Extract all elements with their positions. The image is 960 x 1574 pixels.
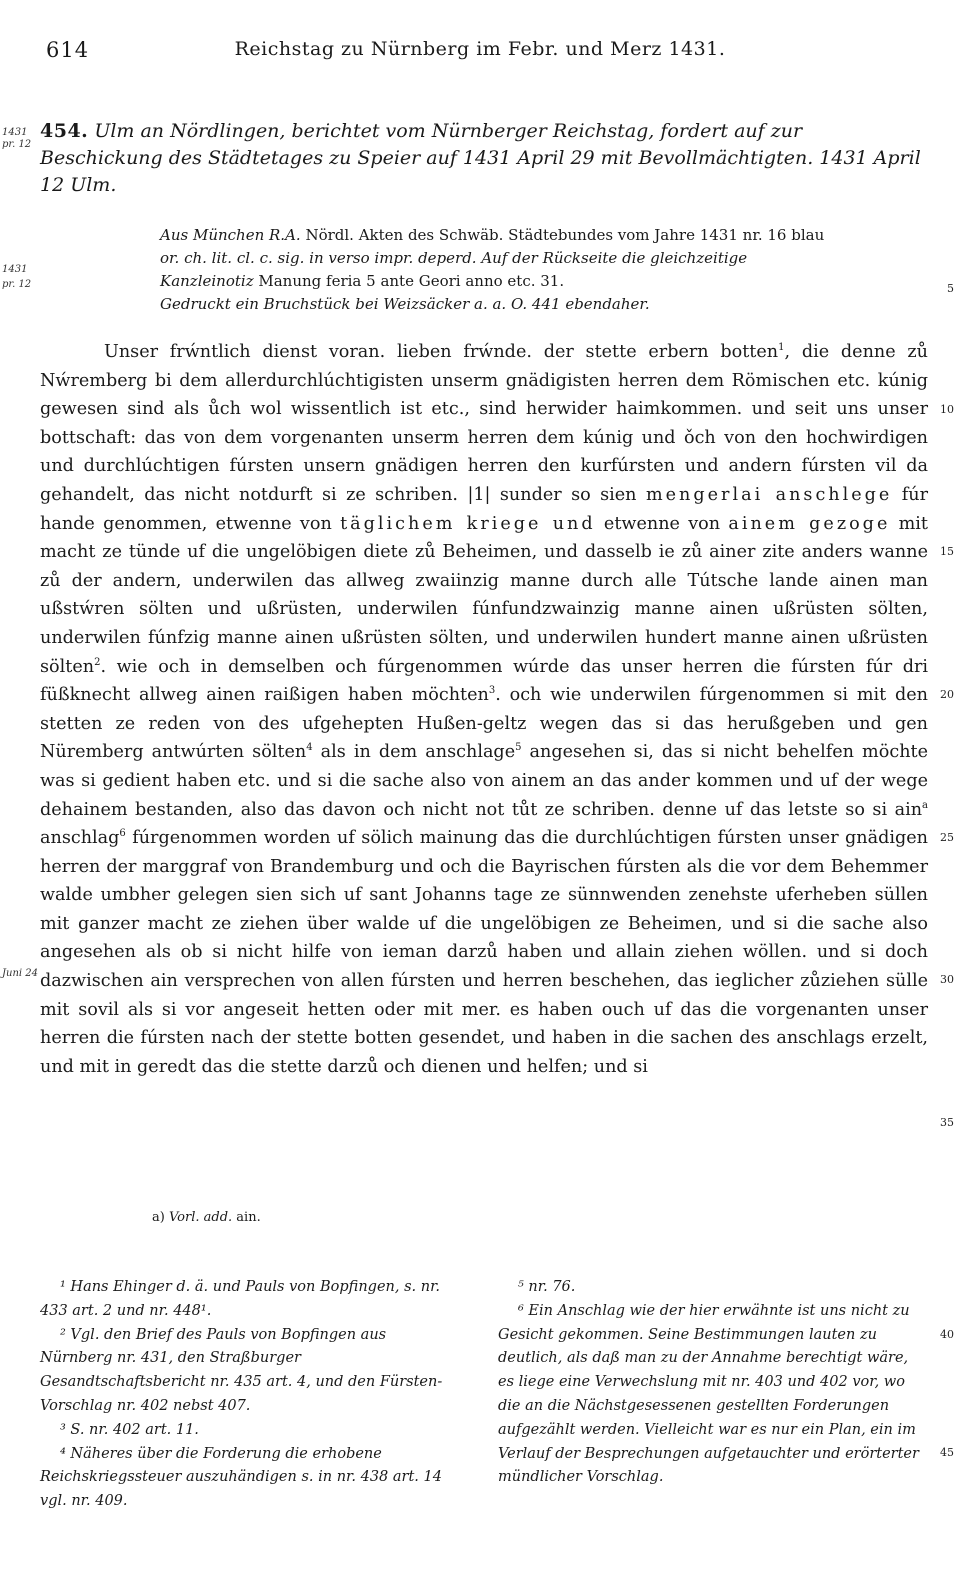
footnotes-right: [498, 1276, 928, 1490]
page-header: [40, 38, 920, 66]
letter-body: [40, 338, 928, 1081]
critical-apparatus: a) Vorl. add. ain.: [152, 1210, 261, 1225]
footnote-ref: 1: [778, 342, 785, 354]
line-number: 25: [940, 831, 954, 844]
footnote-ref: 6: [119, 828, 126, 840]
footnote: ¹ Hans Ehinger d. ä. und Pauls von Bopfingen, s. nr. 433 art. 2 und nr. 448¹.: [40, 1279, 441, 1319]
critical-ref: a: [922, 799, 928, 811]
line-number: 10: [940, 403, 954, 416]
footnote: ⁴ Näheres über die Forderung die erhobene Reichskriegssteuer auszuhändigen s. in nr. 438 art. 14 vgl. nr. 409.: [40, 1445, 442, 1510]
source-description: or. ch. lit. cl. c. sig. in verso impr. deperd. Auf der Rückseite die gleichzeitige: [160, 249, 748, 267]
margin-date: pr. 12: [2, 279, 32, 290]
paragraph: Unser frẃntlich dienst voran. lieben frẃnde. der stette erbern botten$^1$, die denne zů Nẃremberg bi dem allerdurchlúchtigisten unserm gnädigisten herren dem Römischen etc. kúnig gewesen sind als ůch wol wissentlich ist etc., sind herwider haimkommen. und seit uns unser bottschaft: das von dem vorgenanten unserm herren dem kúnig und ǒch von den hochwirdigen und durchlúchtigen fúrsten unsern gnädigen herren den kurfúrsten und andern fúrsten vil da gehandelt, das nicht notdurft si ze schriben. |1| sunder so sien mengerlai anschlege fúr hande genommen, etwenne von täglichem kriege und etwenne von ainem gezoge mit macht ze tünde uf die ungelöbigen diete zů Beheimen, und dasselb ie zů ainer zite anders wanne zů der andern, underwilen das allweg zwaiinzig manne durch alle Tútsche lande ainen man ußstẃren sölten und ußrüsten, underwilen fúnfundzwainzig manne ainen ußrüsten sölten, underwilen fúnfzig manne ainen ußrüsten sölten, und underwilen hundert manne ainen ußrüsten sölten$^2$. wie och in demselben och fúrgenommen wúrde das unser herren die fúrsten fúr dri füßknecht allweg ainen raißigen haben möchten$^3$. och wie underwilen fúrgenommen si mit den stetten ze reden von des ufgehepten Hußen-geltz wegen das si das herußgeben und gen Nüremberg antwúrten sölten$^4$ als in dem anschlage$^5$ angesehen si, das si nicht behelfen möchte was si gedient haben etc. und si die sache also von ainem an das ander kommen und uf der wege dehainem bestanden, also das davon och nicht not tůt ze schriben. denne uf das letste so si ain$^a$ anschlag$^6$ fúrgenommen worden uf sölich mainung das die durchlúchtigen fúrsten unser gnädigen herren der marggraf von Brandemburg und och die Bayrischen fúrsten als die vor dem Behemmer walde umbher gelegen sien sich uf sant Johanns tage ze sünnwenden zenehste uferheben süllen mit ganzer macht ze ziehen über walde uf die ungelöbigen ze Beheimen, und si die sache also angesehen als ob si nicht hilfe von ieman darzů haben und allain ziehen wöllen. und si doch dazwischen ain versprechen von allen fúrsten und herren beschehen, das ieglicher zůziehen sülle mit sovil als si vor angeseit hetten oder mit mer. es haben ouch uf das die vorgenanten unser herren die fúrsten nach der stette botten gesendet, und haben in die sachen des anschlags erzelt, und mit in geredt das die stette darzů och dienen und helfen; und si: [40, 342, 929, 1077]
document-heading: [40, 118, 930, 199]
line-number: 45: [940, 1446, 954, 1459]
source-notiz-label: Kanzleinotiz: [160, 272, 254, 290]
line-number: 35: [940, 1116, 954, 1129]
source-print-note: Gedruckt ein Bruchstück bei Weizsäcker a. a. O. 441 ebendaher.: [160, 295, 650, 313]
footnote: ³ S. nr. 402 art. 11.: [60, 1421, 199, 1438]
footnote: ² Vgl. den Brief des Pauls von Bopfingen aus Nürnberg nr. 431, den Straßburger Gesandtschaftsbericht nr. 435 art. 4, und den Fürsten-Vorschlag nr. 402 nebst 407.: [40, 1326, 443, 1414]
source-notiz-text: Manung feria 5 ante Geori anno etc. 31.: [253, 272, 565, 290]
running-title: Reichstag zu Nürnberg im Febr. und Merz 1431.: [234, 38, 726, 60]
spaced-text: mengerlai anschlege: [645, 484, 893, 505]
line-number: 20: [940, 688, 954, 701]
source-archive: Aus München R.A.: [160, 226, 301, 244]
line-number: 40: [940, 1328, 954, 1341]
spaced-text: ainem gezoge: [728, 513, 891, 534]
page-number: 614: [46, 38, 90, 62]
document-number: 454.: [40, 120, 89, 142]
margin-date: Juni 24: [2, 968, 38, 979]
margin-date: pr. 12: [2, 139, 32, 150]
footnote-ref: 5: [515, 742, 522, 754]
source-note: [160, 224, 930, 316]
source-fond: Nördl. Akten des Schwäb. Städtebundes vom Jahre 1431 nr. 16 blau: [300, 226, 825, 244]
footnote: ⁶ Ein Anschlag wie der hier erwähnte ist uns nicht zu Gesicht gekommen. Seine Bestimmungen lauten zu deutlich, als daß man zu der Annahme berechtigt wäre, es liege eine Verwechslung mit nr. 403 und 402 vor, wo die an die Nächstgesessenen gestellten Forderungen aufgezählt werden. Vielleicht war es nur ein Plan, ein im Verlauf der Besprechungen aufgetauchter und erörterter mündlicher Vorschlag.: [498, 1302, 919, 1486]
footnote-ref: 3: [488, 685, 496, 697]
margin-date: 1431: [2, 127, 28, 138]
line-number: 15: [940, 545, 954, 558]
footnote-ref: 4: [306, 742, 313, 754]
line-number: 5: [947, 282, 954, 295]
footnote: ⁵ nr. 76.: [518, 1279, 576, 1295]
footnotes-left: [40, 1276, 452, 1514]
line-number: 30: [940, 973, 954, 986]
margin-date: 1431: [2, 264, 28, 275]
document-title: Ulm an Nördlingen, berichtet vom Nürnberger Reichstag, fordert auf zur Beschickung des Städtetages zu Speier auf 1431 April 29 mit Bevollmächtigten. 1431 April 12 Ulm.: [40, 120, 921, 196]
footnote-ref: 2: [94, 656, 101, 668]
spaced-text: täglichem kriege und: [340, 513, 596, 534]
